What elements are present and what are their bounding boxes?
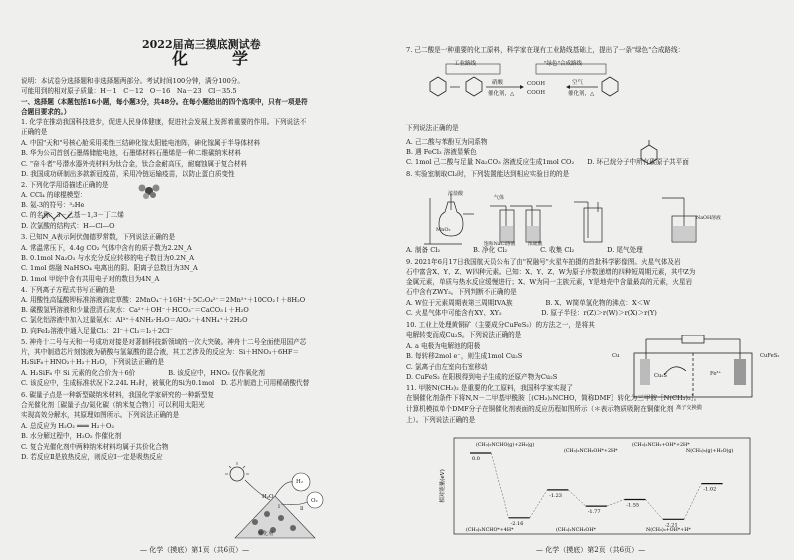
- diagram-label-catalyst: 催化剂: [258, 531, 274, 537]
- question-text-line: C. 的名称：3－乙基－1,3－丁二烯: [21, 211, 124, 219]
- label-cufes2: CuFeS₂: [760, 353, 780, 359]
- exam-title: 2022届高三摸底测试卷: [142, 38, 261, 51]
- question-text-line: 4. 下列离子方程式书写正确的是: [21, 286, 116, 294]
- exam-subject: 化 学: [172, 49, 263, 68]
- label-mno2: MnO₂: [436, 227, 451, 233]
- question-text-line: A. a 电极为电解池的阳极: [406, 342, 481, 350]
- intro-line: 说明：本试卷分选择题和非选择题两部分。考试时间100分钟，满分100分。: [21, 77, 244, 85]
- question-text-line: 6. 碳量子点是一种新型碳纳米材料，我国化学家研究的一种新型复: [21, 391, 215, 399]
- question-text-line: 石中富含X、Y、Z、W四种元素。已知：X、Y、Z、W为原子序数递增的四种短周期元素，其中Z为: [406, 268, 696, 276]
- diagram-label-route-1: Ⅰ: [278, 504, 280, 510]
- question-text-line: D. CuFeS₂ 在阳极得到电子生成的还原产物为Cu₂S: [406, 373, 558, 381]
- question-text-line: 9. 2021年6月17日我国航天员公布了由"祝融号"火星车拍摄的首批科学影像图。火星气体及岩: [406, 258, 681, 266]
- label-conc-hcl: 浓盐酸: [448, 191, 464, 197]
- label-naoh: NaOH溶液: [696, 216, 721, 221]
- species-label: N(CH₃)₃+OH*+H*: [646, 528, 691, 533]
- label-cu: Cu: [612, 353, 620, 359]
- question-text-line: C. 火星气体中可能含有XY、XY₂ D. 原子半径：r(Z)＞r(W)＞r(X)＞r(Y): [406, 309, 657, 317]
- question-text-line: 上）。下列说法正确的是: [406, 416, 476, 424]
- label-nitric: 硝酸: [492, 80, 504, 86]
- question-text-line: B. 每转移2mol e⁻，则生成1mol Cu₂S: [406, 352, 523, 360]
- question-text-line: 5. 神舟十二号与天和一号成功对接是对著制科技新领域的一次大突破。神舟十二号全面使用国产芯: [21, 338, 307, 346]
- question-text-line: 正确的是: [21, 128, 48, 136]
- energy-connector: [646, 500, 663, 520]
- chart-ylabel: 相对能量(eV): [440, 469, 446, 503]
- question-text-line: 11. 甲胺N(CH₃)₂ 是重要的化工原料，我国科学家实现了: [406, 384, 573, 392]
- page-footer-left: — 化学（摸底）第1页（共6页）—: [140, 546, 250, 554]
- energy-value-label: -1.23: [549, 492, 562, 499]
- question-text-line: 合光催化剂［碳量子点/氮化碳（纳米复合物）］可以利用太阳光: [21, 401, 205, 409]
- question-text-line: 电解转变而成Cu₂S。下列说法正确的是: [406, 331, 522, 339]
- energy-profile-chart: [436, 436, 752, 540]
- question-text-line: D. 1mol 甲烷中含有共用电子对的数目为4N_A: [21, 275, 160, 283]
- section-heading: 合题目要求的。）: [21, 108, 71, 116]
- species-label: (CH₃)₂NCH₂OH*: [556, 528, 596, 533]
- question-text-line: B. 水分解过程中，H₂O₂ 作催化剂: [21, 432, 122, 440]
- question-text-line: B. 华为公司首创石墨烯储能电池，石墨烯材料石墨烯是一种二维碳纳米材料: [21, 149, 242, 157]
- question-text-line: 1. 化学在推动我国科技进步，促进人民身体健康，促进社会发展上发挥着重要的作用。下列说法不: [21, 118, 307, 126]
- energy-value-label: -1.55: [626, 502, 640, 509]
- species-label: (CH₃)₂NCHO(g)+2H₂(g): [476, 443, 535, 448]
- species-label: (CH₃)₂NCHO*+4H*: [466, 528, 514, 533]
- question-text-line: A. 中国"天和"号核心舱采用柔性三结砷化镓太阳能电池阵，砷化镓属于半导体材料: [21, 139, 261, 147]
- page-2: [396, 0, 794, 560]
- energy-connector: [568, 490, 585, 506]
- question-text-line: 石中含有ZWY₃。下列判断不正确的是: [406, 288, 517, 296]
- species-label: (CH₃)₂NCH₂+OH*+2H*: [632, 443, 690, 448]
- energy-value-label: -2.16: [510, 520, 524, 527]
- synthesis-route-figure: [420, 60, 630, 112]
- label-fe: Fe³⁺: [710, 371, 722, 377]
- diagram-label-o2: O₂: [311, 498, 318, 504]
- section-heading: 一、选择题（本题包括16小题，每小题3分，共48分。在每小题给出的四个选项中，只有一项是符: [21, 98, 308, 106]
- question-text-line: 在铜催化剂条件下将N,N－二甲基甲酰胺［(CH₃)₂NCHO，简称DMF］转化为三甲胺［N(CH₃)₃］。: [406, 394, 701, 402]
- question-text-line: C. 1mol 己二酸与足量 Na₂CO₃ 溶液反应生成1mol CO₂ D. 环己烷分子中所有碳原子共平面: [406, 158, 689, 166]
- question-text-line: 2. 下列化学用语描述正确的是: [21, 181, 109, 189]
- skeletal-structure: [40, 210, 80, 222]
- question-text-line: A. W位于元素周期表第三周期IVA族 B. X、W简单氢化物的沸点：X＜W: [406, 299, 651, 307]
- question-text-line: B. 氦-3的符号：³₂He: [21, 201, 85, 209]
- question-text-line: C. 氯离子由左室向右室移动: [406, 363, 488, 371]
- question-text-line: 实现高效分解水，其原理如图所示。下列说法正确的是: [21, 411, 180, 419]
- energy-value-label: -1.02: [703, 486, 717, 493]
- question-text-line: C. 该反应中，生成标准状况下2.24L H₂时，被氧化的Si为0.1mol D. 芯片制造上可用稀硝酸代替: [21, 379, 310, 387]
- question-text-line: C. 氯化铝溶液中加入过量氨水：Al³⁺＋4NH₃·H₂O＝AlO₂⁻＋4NH₄⁺＋2H₂O: [21, 316, 248, 324]
- label-membrane: 离子交换膜: [676, 405, 702, 411]
- question-text-line: 7. 己二酸是一种重要的化工原料，科学家在现有工业路线基础上，提出了一条"绿色"合成路线：: [406, 46, 685, 54]
- electrolysis-figure: [624, 335, 762, 407]
- label-cooh: COOH: [527, 90, 546, 96]
- question-text-line: C. 1mol 熔融 NaHSO₄ 电离出的阴、阳离子总数目为3N_A: [21, 264, 198, 272]
- intro-line: 可能用到的相对原子质量：H－1 C－12 O－16 Na－23 Cl－35.5: [21, 87, 237, 95]
- diagram-label-h2: H₂: [296, 479, 304, 485]
- question-text-line: C. 复合光催化剂中两种纳米材料均属于共价化合物: [21, 443, 169, 451]
- question-text-line: D. 我国成功研制出多款新冠疫苗，采用冷链运输疫苗，以防止蛋白质变性: [21, 170, 235, 178]
- label-air: 空气: [572, 80, 584, 86]
- page-1: [0, 0, 394, 560]
- question-text-line: A. 总反应为 H₂O₂ ═══ H₂＋O₂: [21, 422, 115, 430]
- question-text-line: A. H₂SiF₆ 中 Si 元素的化合价为＋6价 B. 该反应中，HNO₃ 仅作氧化剂: [21, 369, 265, 377]
- label-sat-nacl: 饱和NaCl溶液: [484, 242, 516, 247]
- page-footer-right: — 化学（摸底）第2页（共6页）—: [536, 546, 646, 554]
- question-text-line: A. 制备 Cl₂ B. 净化 Cl₂ C. 收集 Cl₂ D. 尾气处理: [406, 246, 643, 254]
- ccl4-ball-model: [138, 183, 160, 199]
- diagram-label-h2o: H₂O: [262, 494, 274, 500]
- energy-connector: [491, 453, 508, 518]
- question-text-line: 8. 实验室制取Cl₂时，下列装置能达到相应实验目的的是: [406, 170, 570, 178]
- question-text-line: 3. 已知N_A表示阿伏伽德罗常数，下列说法正确的是: [21, 233, 176, 241]
- question-text-line: A. CCl₄ 的球棍模型：: [21, 191, 87, 199]
- energy-connector: [607, 500, 624, 507]
- label-cat-heat: 催化剂，△: [568, 91, 595, 97]
- question-text-line: 计算机模拟单个DMF分子在铜催化剂表面的反应历程如图所示（＊表示物质吸附在铜催化剂: [406, 405, 674, 413]
- energy-connector: [530, 490, 547, 518]
- species-label: N(CH₃)₃(g)+H₂O(g): [686, 449, 734, 454]
- route-label-green: "绿色"合成路线: [544, 61, 583, 67]
- question-text-line: B. 遇 FeCl₃ 溶液显紫色: [406, 148, 477, 156]
- species-label: (CH₃)₂NCH₂OH*+2H*: [564, 449, 618, 454]
- question-text-line: D. 次氯酸的结构式：H—Cl—O: [21, 222, 115, 230]
- question-text-line: B. 0.1mol Na₂O₂ 与水充分反应转移的电子数目为0.2N_A: [21, 254, 195, 262]
- question-text-line: 10. 工业上处理黄铜矿（主要成分CuFeS₂）的方法之一，是将其: [406, 321, 595, 329]
- apparatus-figure: [422, 192, 732, 248]
- question-text-line: 金属元素，单质与热水反应缓慢进行；X、W为同一主族元素，Y是地壳中含量最高的元素，火星岩: [406, 278, 693, 286]
- label-conc-h2so4: 浓硫酸: [528, 242, 543, 247]
- energy-value-label: -2.21: [664, 522, 678, 529]
- question-text-line: 下列说法正确的是: [406, 124, 459, 132]
- question-text-line: B. 碳酸氢钙溶液和少量澄清石灰水：Ca²⁺＋OH⁻＋HCO₃⁻＝CaCO₃↓＋H₂O: [21, 306, 249, 314]
- question-text-line: C. "奋斗者"号潜水器外壳材料为钛合金，钛合金耐高压，耐腐蚀属于复合材料: [21, 160, 248, 168]
- question-text-line: 片，其中制造芯片刻蚀液为硝酸与氢氟酸的混合液，其工艺涉及的反应为：Si＋HNO₃＋6HF＝: [21, 348, 300, 356]
- question-text-line: D. 向FeI₂溶液中通入足量Cl₂：2I⁻＋Cl₂＝I₂＋2Cl⁻: [21, 327, 173, 335]
- label-cat-heat: 催化剂，△: [488, 91, 515, 97]
- energy-value-label: 0.0: [472, 456, 480, 462]
- question-text-line: A. 用酸性高锰酸钾标准溶液滴定草酸：2MnO₄⁻＋16H⁺＋5C₂O₄²⁻＝2Mn²⁺＋10CO₂↑＋8H₂O: [21, 296, 306, 304]
- diagram-label-route-2: Ⅱ: [300, 506, 304, 512]
- label-cu2s: Cu₂S: [654, 373, 667, 379]
- question-text-line: H₂SiF₆＋HNO₂＋H₂＋H₂O，下列说法正确的是: [21, 358, 165, 366]
- question-text-line: A. 常温常压下，4.4g CO₂ 气体中含有的质子数为2.2N_A: [21, 244, 192, 252]
- energy-connector: [684, 484, 701, 520]
- label-gas: 气体: [494, 195, 505, 201]
- label-cooh: COOH: [527, 81, 546, 87]
- energy-value-label: -1.77: [587, 509, 601, 516]
- route-label-industrial: 工业路线: [454, 61, 477, 67]
- question-text-line: A. 己二酸与苯酚互为同系物: [406, 138, 488, 146]
- cyclohexanol-structure: [636, 140, 662, 166]
- question-text-line: D. 若反应Ⅱ是放热反应，则反应Ⅰ一定是吸热反应: [21, 453, 163, 461]
